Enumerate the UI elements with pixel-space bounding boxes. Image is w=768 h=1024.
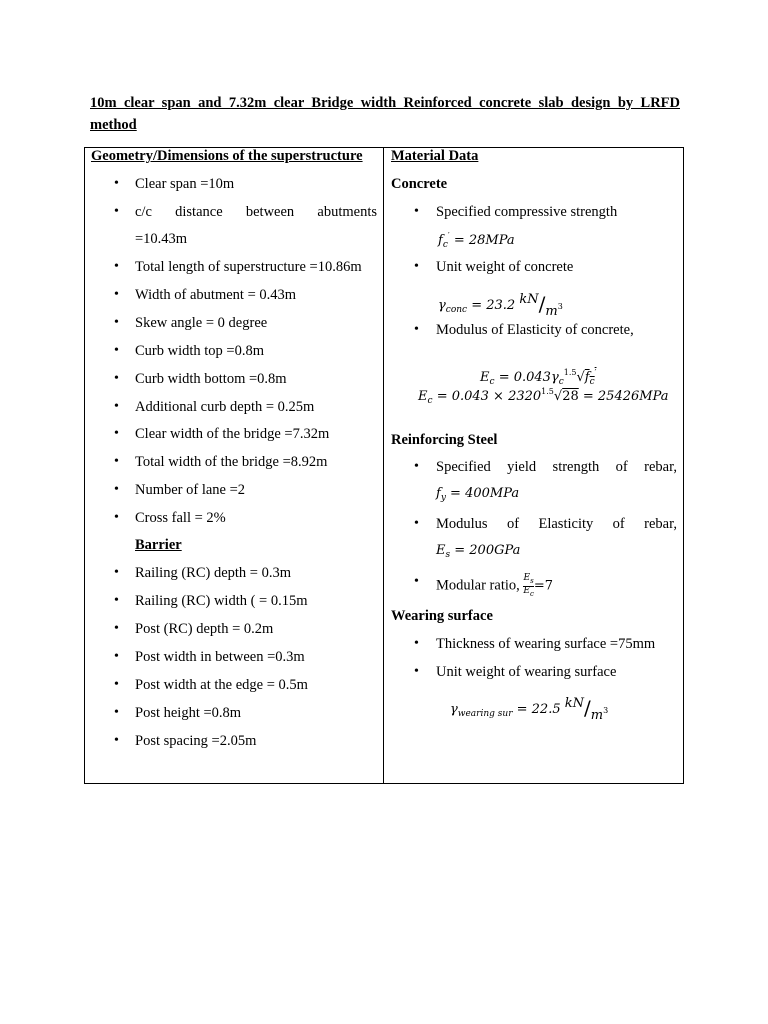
material-heading: Material Data [391, 148, 479, 164]
ec-calculation: $E_c = 0.043 \times 2320^{1.5}√28 = 25426MPa$ [418, 387, 669, 406]
list-item: Thickness of wearing surface =75mm [436, 636, 656, 652]
bullet-icon: • [114, 259, 119, 274]
bullet-icon: • [414, 636, 419, 651]
list-word: yield [507, 459, 537, 475]
list-item: Clear width of the bridge =7.32m [135, 426, 330, 442]
bullet-icon: • [114, 399, 119, 414]
list-word: Modulus [436, 516, 488, 532]
fy-value: = 400MPa [450, 486, 520, 501]
list-item: Unit weight of wearing surface [436, 664, 617, 680]
fc-equation: $f_c' = 28MPa$ [438, 231, 515, 250]
modular-ratio-fraction: $\frac{E_s}{E_c}$ [523, 573, 534, 598]
list-word: of [612, 516, 625, 532]
document-title: 10m clear span and 7.32m clear Bridge width Reinforced concrete slab design by LRFD method [90, 95, 680, 133]
fy-equation: $f_y = 400MPa$ [436, 486, 520, 503]
bullet-icon: • [114, 649, 119, 664]
list-item: Clear span =10m [135, 176, 235, 192]
list-item [135, 204, 377, 221]
bullet-icon: • [114, 176, 119, 191]
bullet-icon: • [414, 459, 419, 474]
bullet-icon: • [114, 482, 119, 497]
bullet-icon: • [114, 204, 119, 219]
ec-formula: $E_c = 0.043\gamma_c^{1.5}√f_c'$ [480, 368, 597, 387]
list-word: strength [552, 459, 600, 475]
unit-weight-concrete-equation: $\gamma_{conc} = 23.2$ $kN/m^3$ [438, 292, 563, 319]
concrete-heading: Concrete [391, 176, 448, 192]
list-word: of [506, 516, 520, 532]
list-item: Specified compressive strength [436, 204, 618, 220]
geometry-heading: Geometry/Dimensions of the superstructure [91, 148, 363, 164]
list-item: Modulus of Elasticity of concrete, [436, 322, 634, 338]
list-item [436, 516, 677, 533]
bullet-icon: • [114, 454, 119, 469]
list-item: Post (RC) depth = 0.2m [135, 621, 274, 637]
fc-value: = 28MPa [453, 233, 515, 248]
bullet-icon: • [414, 664, 419, 679]
list-item: Post width at the edge = 0.5m [135, 677, 308, 693]
bullet-icon: • [414, 574, 419, 589]
list-word: rebar, [644, 516, 677, 532]
ec-result: = 25426MPa [582, 389, 669, 404]
list-item: Curb width top =0.8m [135, 343, 265, 359]
bullet-icon: • [114, 371, 119, 386]
bullet-icon: • [114, 343, 119, 358]
bullet-icon: • [114, 315, 119, 330]
bullet-icon: • [114, 510, 119, 525]
list-item: Total width of the bridge =8.92m [135, 454, 328, 470]
bullet-icon: • [114, 733, 119, 748]
list-word: between [245, 204, 295, 220]
unit-weight-concrete-value: = 23.2 [471, 298, 516, 313]
list-item: =10.43m [135, 231, 188, 247]
list-item: Total length of superstructure =10.86m [135, 259, 362, 275]
bullet-icon: • [414, 516, 419, 531]
es-value: = 200GPa [454, 543, 521, 558]
list-word: Elasticity [538, 516, 594, 532]
ec-calculation-expr: = 0.043 × 2320 [436, 389, 542, 404]
list-item: Curb width bottom =0.8m [135, 371, 287, 387]
bullet-icon: • [114, 677, 119, 692]
bullet-icon: • [414, 322, 419, 337]
list-item: Cross fall = 2% [135, 510, 226, 526]
list-word: rebar, [644, 459, 677, 475]
list-item: Post height =0.8m [135, 705, 242, 721]
bullet-icon: • [114, 426, 119, 441]
bullet-icon: • [114, 705, 119, 720]
ec-formula-coefficient: = 0.043 [498, 370, 551, 385]
list-item [436, 574, 553, 599]
bullet-icon: • [414, 204, 419, 219]
list-word: of [615, 459, 628, 475]
bullet-icon: • [414, 259, 419, 274]
unit-weight-wearing-value: = 22.5 [516, 702, 561, 717]
list-word: c/c [135, 204, 152, 220]
list-item: Skew angle = 0 degree [135, 315, 268, 331]
modular-ratio-value: =7 [533, 578, 554, 594]
modular-ratio-label: Modular ratio, [436, 577, 520, 594]
column-divider [383, 147, 384, 784]
list-item: Width of abutment = 0.43m [135, 287, 297, 303]
list-item: Post width in between =0.3m [135, 649, 305, 665]
list-word: abutments [317, 204, 377, 220]
list-item: Unit weight of concrete [436, 259, 574, 275]
list-item [436, 459, 677, 476]
wearing-surface-heading: Wearing surface [391, 608, 493, 624]
es-equation: $E_s = 200GPa$ [436, 543, 521, 560]
bullet-icon: • [114, 593, 119, 608]
unit-weight-wearing-equation: $\gamma_{wearing sur} = 22.5$ $kN/m^3$ [450, 696, 609, 723]
list-word: Specified [436, 459, 491, 475]
bullet-icon: • [114, 565, 119, 580]
list-item: Number of lane =2 [135, 482, 246, 498]
reinforcing-steel-heading: Reinforcing Steel [391, 432, 498, 448]
bullet-icon: • [114, 287, 119, 302]
list-item: Railing (RC) width ( = 0.15m [135, 593, 308, 609]
list-word: distance [175, 204, 223, 220]
list-item: Railing (RC) depth = 0.3m [135, 565, 291, 581]
bullet-icon: • [114, 621, 119, 636]
list-item: Additional curb depth = 0.25m [135, 399, 315, 415]
list-item: Post spacing =2.05m [135, 733, 257, 749]
barrier-heading: Barrier [135, 537, 182, 553]
